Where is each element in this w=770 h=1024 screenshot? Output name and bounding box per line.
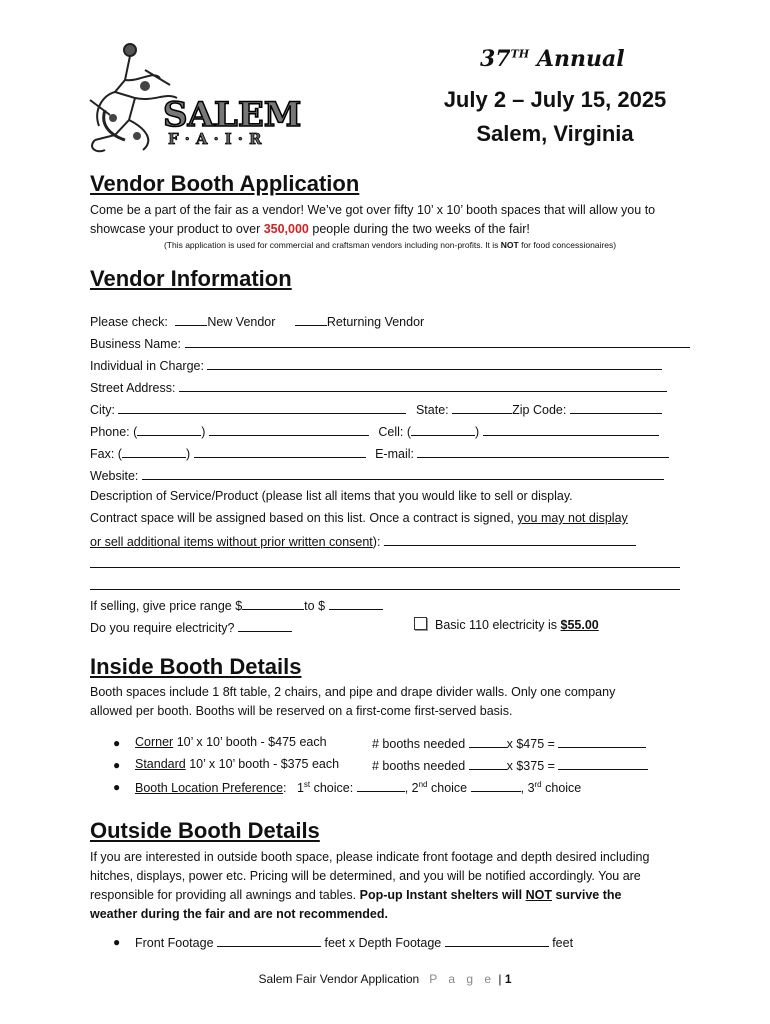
corner-multiplier: x $475 = [506, 737, 555, 751]
application-note [90, 240, 690, 250]
svg-text:F·A·I·R: F·A·I·R [168, 130, 268, 148]
description-line-1: Description of Service/Product (please list all items that you would like to sell or display. [90, 489, 573, 503]
corner-label: Corner [135, 735, 174, 749]
outside-text: If you are interested in outside booth space, please indicate front footage and depth desired including hitches, displays, power etc. Pricing will be determined, and you will be notified accordingly. You are responsible for providing all awnings and tables. [90, 850, 650, 902]
annual-number: 37 [480, 46, 511, 72]
email-label: E-mail: [375, 447, 414, 461]
state-field[interactable] [452, 401, 512, 414]
fax-area-field[interactable] [122, 445, 186, 458]
event-location: Salem, Virginia [476, 121, 634, 146]
outside-warning: Pop-up Instant shelters will [359, 888, 526, 902]
price-range-label: If selling, give price range $ [90, 599, 243, 613]
intro-text-end: people during the two weeks of the fair! [308, 222, 530, 236]
city-field[interactable] [118, 401, 406, 414]
description-line-2 [90, 511, 628, 525]
third-num: 3 [527, 781, 535, 795]
fax-row: Fax: ( ) E-mail: [90, 445, 669, 461]
inside-booth-title: Inside Booth Details [90, 654, 302, 679]
salem-fair-logo [85, 40, 302, 158]
depth-footage-field[interactable] [445, 934, 549, 947]
second-choice-field[interactable] [471, 779, 521, 792]
price-min-field[interactable] [242, 597, 304, 610]
page-footer [0, 972, 770, 986]
cell-area-field[interactable] [411, 423, 475, 436]
individual-label: Individual in Charge: [90, 359, 204, 373]
fax-label: Fax: ( [90, 447, 122, 461]
business-name-label: Business Name: [90, 337, 182, 351]
note-text: (This application is used for commercial and craftsman vendors including non-profits. It is [163, 240, 501, 250]
phone-label: Phone: ( [90, 425, 138, 439]
booths-needed-label: # booths needed [372, 737, 466, 751]
standard-price: 10’ x 10’ booth - $375 each [185, 757, 340, 771]
footer-page-word: P a g e [429, 972, 496, 986]
standard-booth-row [135, 757, 339, 771]
first-choice-field[interactable] [357, 779, 405, 792]
website-field[interactable] [142, 467, 664, 480]
phone-row: Phone: ( ) Cell: ( ) [90, 423, 659, 439]
state-label: State: [415, 403, 449, 417]
location-preference-row: Booth Location Preference: 1st choice: , 2nd choice , 3rd choice [135, 779, 582, 795]
front-footage-label: Front Footage [135, 936, 214, 950]
standard-label: Standard [135, 757, 186, 771]
first-sup: st [303, 779, 311, 789]
booth-application-intro [90, 201, 690, 239]
bullet-icon: ● [113, 758, 121, 772]
outside-warning-end: survive the weather during the fair and are not recommended. [90, 888, 622, 921]
booths-needed-label: # booths needed [372, 759, 466, 773]
outside-booth-title: Outside Booth Details [90, 818, 320, 843]
standard-total-field[interactable] [558, 757, 648, 770]
standard-booths-needed [372, 757, 648, 773]
electricity-row [90, 619, 292, 635]
description-line-blank-2[interactable] [90, 589, 680, 590]
cell-label: Cell: ( [378, 425, 412, 439]
zip-label: Zip Code: [512, 403, 567, 417]
front-footage-field[interactable] [217, 934, 321, 947]
individual-field[interactable] [207, 357, 662, 370]
desc-consent: or sell additional items without prior written consent [90, 535, 373, 549]
website-row [90, 467, 664, 483]
returning-vendor-label: Returning Vendor [326, 315, 425, 329]
individual-row [90, 357, 662, 373]
outside-booth-text [90, 848, 670, 924]
note-text-end: for food concessionaires) [518, 240, 617, 250]
fax-field[interactable] [194, 445, 366, 458]
new-vendor-blank[interactable] [175, 313, 207, 326]
standard-count-field[interactable] [469, 757, 507, 770]
price-max-field[interactable] [329, 597, 383, 610]
footer-title: Salem Fair Vendor Application [258, 972, 420, 986]
note-not: NOT [500, 240, 519, 250]
feet-label: feet [552, 936, 574, 950]
cell-field[interactable] [483, 423, 659, 436]
corner-booth-row [135, 735, 327, 749]
booth-application-title: Vendor Booth Application [90, 171, 360, 196]
second-choice-label: choice [427, 781, 468, 795]
price-range-row [90, 597, 383, 613]
desc-display: display [585, 511, 628, 525]
price-to-label: to $ [304, 599, 326, 613]
city-label: City: [90, 403, 115, 417]
street-label: Street Address: [90, 381, 176, 395]
attendance-figure: 350,000 [263, 222, 309, 236]
description-field[interactable] [384, 533, 636, 546]
corner-total-field[interactable] [558, 735, 646, 748]
third-choice-label: choice [541, 781, 582, 795]
footer-separator: | [498, 972, 502, 986]
phone-area-field[interactable] [137, 423, 201, 436]
returning-vendor-blank[interactable] [295, 313, 327, 326]
inside-booth-text: Booth spaces include 1 8ft table, 2 chairs, and pipe and drape divider walls. Only one company allowed per booth. Booths will be reserved on a first-come first-served basis. [90, 685, 616, 718]
electricity-field[interactable] [238, 619, 292, 632]
new-vendor-label: New Vendor [207, 315, 276, 329]
street-field[interactable] [179, 379, 667, 392]
second-sup: nd [418, 779, 428, 789]
event-dates-block [430, 83, 680, 151]
description-line-blank-1[interactable] [90, 567, 680, 568]
event-dates: July 2 – July 15, 2025 [443, 87, 667, 112]
vendor-info-title: Vendor Information [90, 266, 292, 291]
bullet-icon: ● [113, 736, 121, 750]
electricity-checkbox[interactable] [414, 617, 427, 630]
city-row [90, 401, 662, 417]
footer-page-number: 1 [504, 972, 512, 986]
business-name-field[interactable] [185, 335, 690, 348]
first-num: 1 [296, 781, 304, 795]
bullet-icon: ● [113, 935, 121, 949]
electricity-label: Basic 110 electricity is [435, 618, 561, 632]
desc-colon: ): [372, 535, 381, 549]
desc-text: Contract space will be assigned based on this list. Once a contract is signed, [90, 511, 518, 525]
vendor-type-row [90, 313, 424, 329]
corner-price: 10’ x 10’ booth - $475 each [173, 735, 327, 749]
website-label: Website: [90, 469, 139, 483]
location-pref-label: Booth Location Preference [135, 781, 284, 795]
email-field[interactable] [417, 445, 669, 458]
corner-booths-needed [372, 735, 646, 751]
description-line-3 [90, 533, 636, 549]
svg-text:SALEM: SALEM [163, 95, 302, 135]
second-num: 2 [411, 781, 419, 795]
corner-count-field[interactable] [469, 735, 507, 748]
first-choice-label: choice: [310, 781, 354, 795]
desc-may-not: you may not [517, 511, 586, 525]
bullet-icon: ● [113, 780, 121, 794]
third-sup: rd [534, 779, 542, 789]
standard-multiplier: x $375 = [506, 759, 555, 773]
outside-warning-not: NOT [525, 888, 552, 902]
electricity-option [414, 617, 599, 632]
annual-sup: TH [510, 47, 530, 61]
intro-text: Come be a part of the fair as a vendor! We’ve got over fifty 10’ x 10’ booth spaces that will allow you to showcase your product to over [90, 203, 656, 236]
electricity-question: Do you require electricity? [90, 621, 235, 635]
depth-footage-label: feet x Depth Footage [324, 936, 442, 950]
annual-word: Annual [536, 46, 625, 72]
electricity-price: $55.00 [560, 618, 599, 632]
location-pref-colon: : [283, 781, 287, 795]
zip-field[interactable] [570, 401, 662, 414]
footage-row [135, 934, 573, 950]
street-row [90, 379, 667, 395]
business-name-row [90, 335, 690, 351]
please-check-label: Please check: [90, 315, 168, 329]
annual-heading [480, 46, 625, 72]
phone-field[interactable] [209, 423, 369, 436]
